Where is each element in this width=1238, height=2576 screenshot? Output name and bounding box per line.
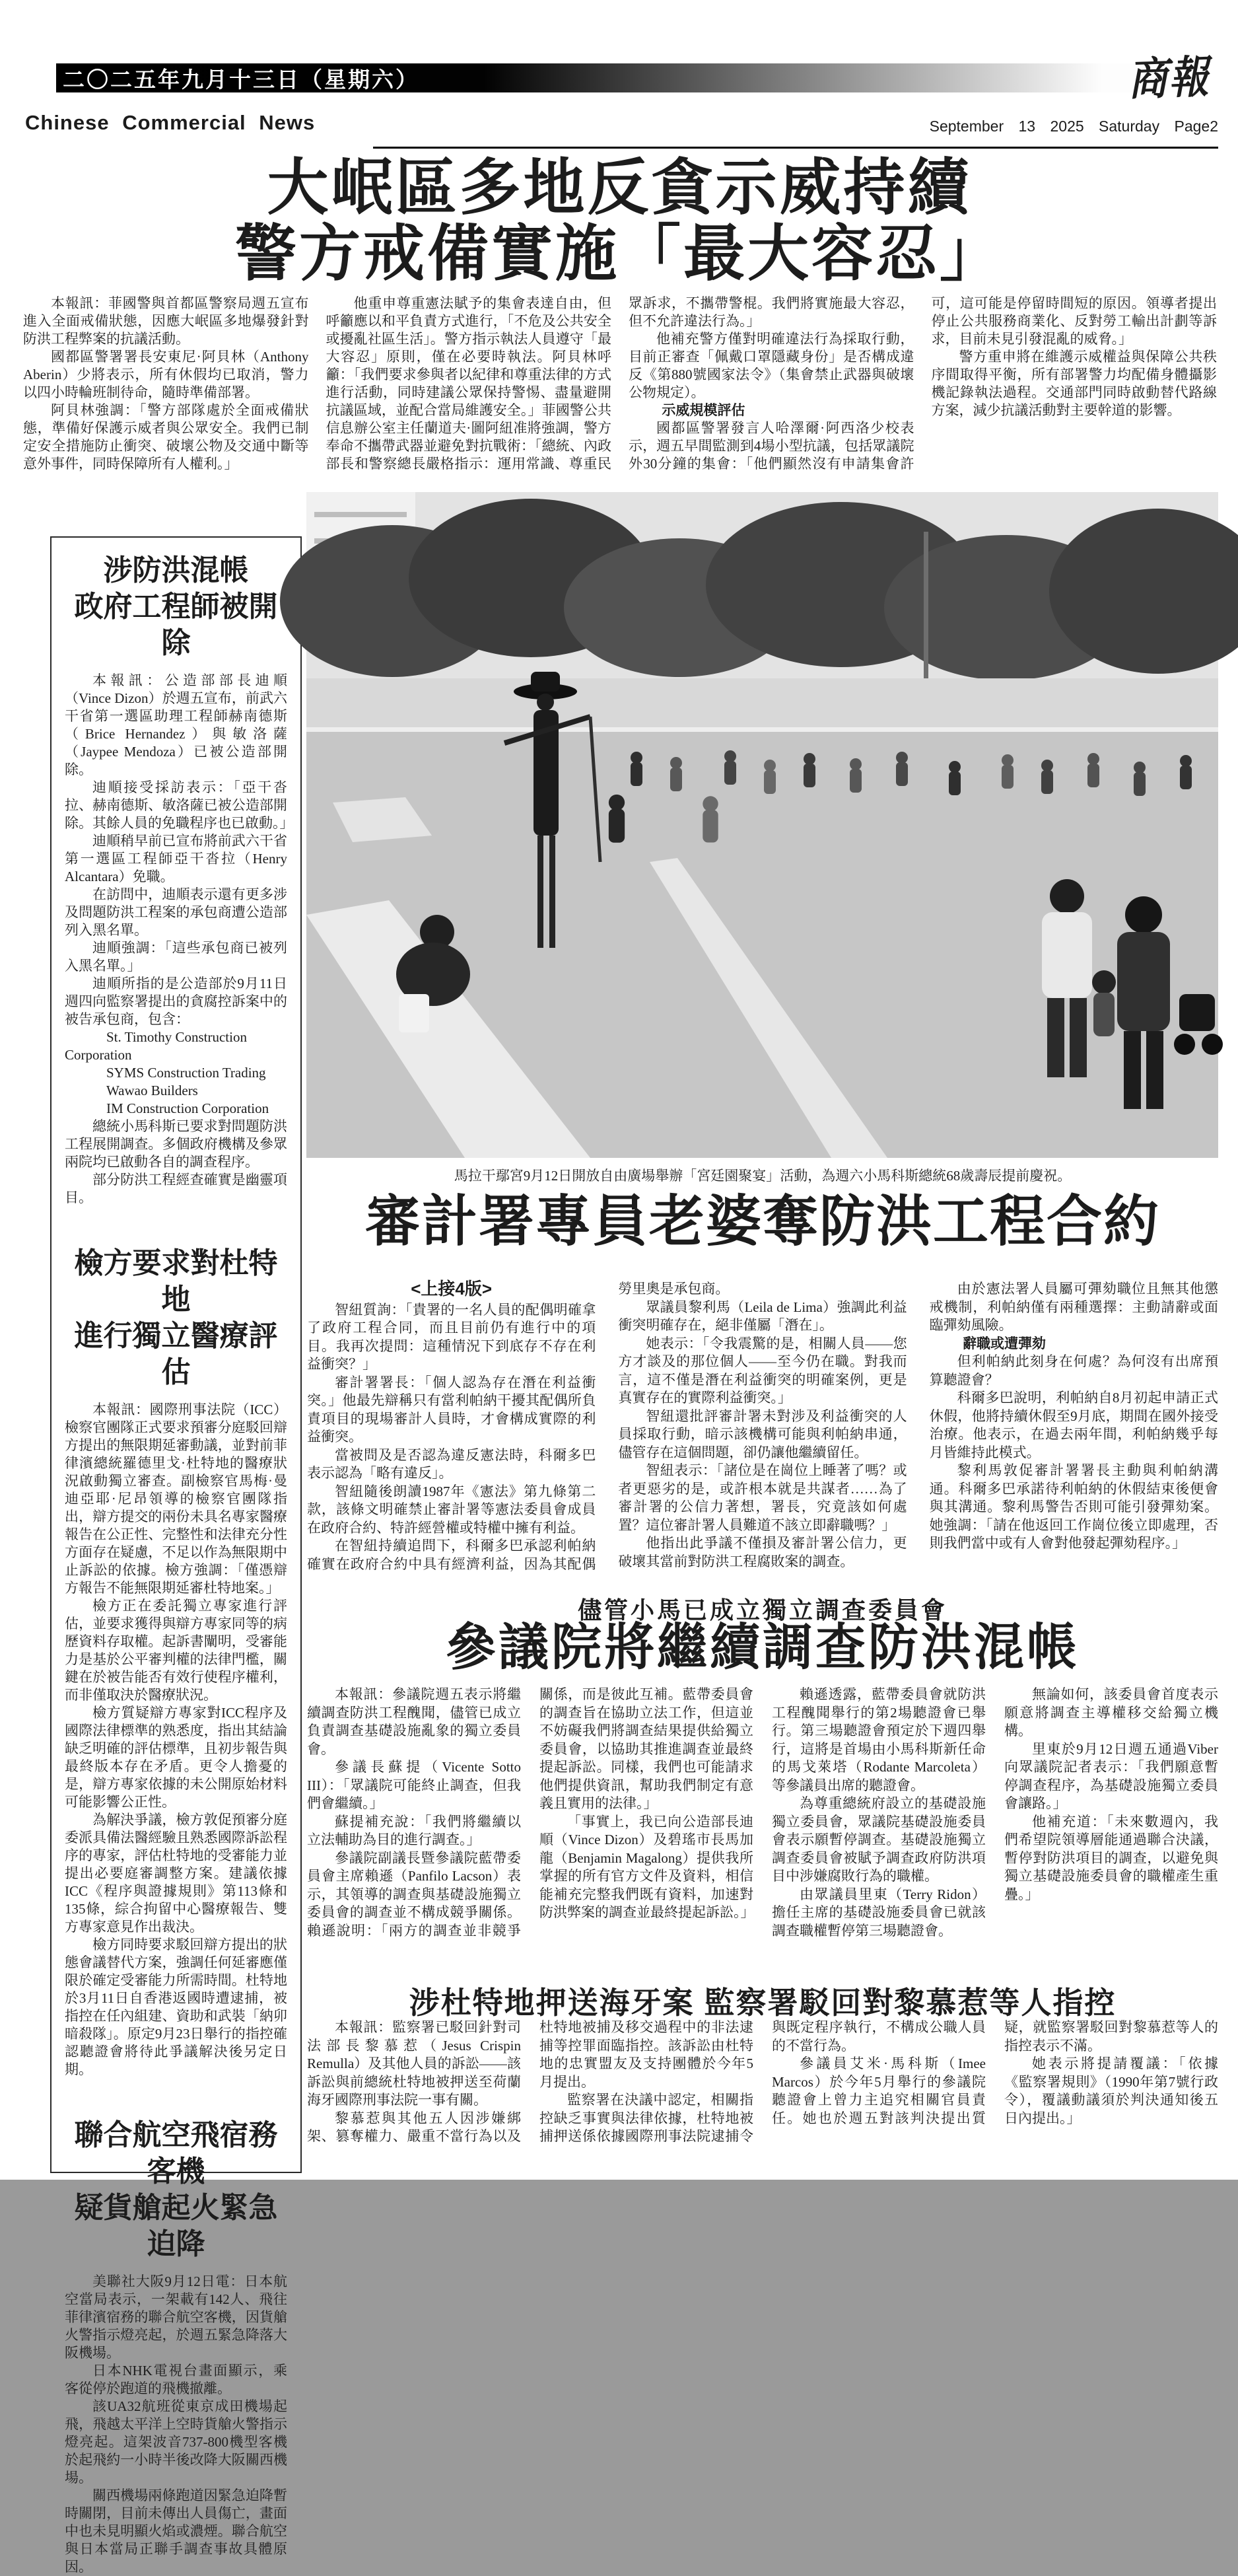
- sidebar-box: [50, 536, 302, 2575]
- paper-name-en: Chinese Commercial News: [25, 111, 316, 134]
- paragraph: 賴遜透露，藍帶委員會就防洪工程醜聞舉行的第2場聽證會已舉行。第三場聽證會預定於下週四舉行，這將是首場由小馬科斯新任命的馬戈萊塔（Rodante Marcoleta）等參議員出席的聽證會。: [772, 1686, 986, 1793]
- paragraph: 智紐隨後朗讀1987年《憲法》第九條第二款，該條文明確禁止審計署等憲法委員會成員在政府合約、特許經營權或特權中擁有利益。: [307, 1483, 596, 1536]
- paragraph: 本報訊：監察署已駁回針對司法部長黎慕惹（Jesus Crispin Remulla）及其他人員的訴訟——該訴訟與前總統杜特地被押送至荷蘭海牙國際刑事法院一事有關。: [307, 2019, 521, 2108]
- paragraph: IM Construction Corporation: [106, 1100, 269, 1116]
- paragraph: 科爾多巴說明，利帕納自8月初起申請正式休假，他將持續休假至9月底，期間在國外接受治療。他表示，在過去兩年間，利帕納幾乎每月皆維持此模式。: [929, 1390, 1218, 1460]
- paragraph: 里東於9月12日週五通過Viber向眾議院記者表示：「我們願意暫停調查程序，為基礎設施獨立委員會讓路。」: [1004, 1740, 1218, 1811]
- paragraph: 她表示將提請覆議：「依據《監察署規則》（1990年第7號行政令），覆議動議須於判決通知後五日內提出。」: [1004, 2056, 1218, 2126]
- paragraph: St. Timothy Construction Corporation: [65, 1029, 247, 1063]
- header-rule: [373, 147, 1218, 149]
- paragraph: 由眾議員里東（Terry Ridon）擔任主席的基礎設施委員會已就該調查職權暫停第三場聽證會。: [772, 1886, 986, 1939]
- paragraph: 他重申尊重憲法賦予的集會表達自由，但呼籲應以和平負責方式進行，「不危及公共安全或擾亂社區生活」。警方指示執法人員遵守「最大容忍」原則，僅在必要時執法。阿貝林呼籲：「我們要求參與者以紀律和尊重法律的方式進行活動，同時建議公眾保持警惕、盡量避開抗議區域，並配合當局維護安全。」菲國警公共信息辦公室主任蘭道夫·圖阿紐准將強調，警方奉命不攜帶武器並避免對抗戰術：「總統、內政部長和警察總長嚴格指示：運用常識、尊重民眾訴求，不攜帶警棍。我們將實施最大容忍，但不允許違法行為。」: [326, 295, 914, 472]
- paragraph: 他補充道：「未來數週內，我們希望院領導層能通過聯合決議，暫停對防洪項目的調查，以避免與獨立基礎設施委員會的職權產生重疊。」: [1004, 1813, 1218, 1902]
- paragraph: 黎慕惹與其他五人因涉嫌綁架、篡奪權力、嚴重不當行為以及杜特地被捕及移交過程中的非法逮捕等控罪面臨指控。該訴訟由杜特地的忠實盟友及支持團體於今年5月提出。: [307, 2019, 753, 2144]
- paragraph: 他指出此爭議不僅損及審計署公信力，更破壞其當前對防洪工程腐敗案的調查。: [618, 1535, 907, 1569]
- senate-kicker: 儘管小馬已成立獨立調查委員會: [577, 1596, 947, 1624]
- paragraph: 檢方同時要求駁回辯方提出的狀態會議替代方案，強調任何延審應僅限於確定受審能力所需時間。杜特地於3月11日自香港返國時遭逮捕，被指控在任內組建、資助和武裝「納卯暗殺隊」。原定9月23日舉行的指控確認聽證會將待此爭議解決後另定日期。: [65, 1937, 287, 2077]
- paragraph: 美聯社大阪9月12日電：日本航空當局表示，一架載有142人、飛往菲律濱宿務的聯合航空客機，因貨艙火警指示燈亮起，於週五緊急降落大阪機場。: [65, 2273, 287, 2361]
- paragraph: 黎利馬敦促審計署署長主動與利帕納溝通。科爾多巴承諾待利帕納的休假結束後便會與其溝通。黎利馬警告否則可能引發彈劾案。她強調：「請在他返回工作崗位後立即處理，否則我們當中或有人會對他發起彈劾程序。」: [929, 1462, 1218, 1551]
- paragraph: 參議長蘇提（Vicente Sotto III）：「眾議院可能終止調查，但我們會繼續。」: [307, 1759, 521, 1811]
- paragraph: 參議員艾米·馬科斯（Imee Marcos）於今年5月舉行的參議院聽證會上曾力主追究相關官員責任。她也於週五對該判決提出質疑，就監察署駁回對黎慕惹等人的指控表示不滿。: [772, 2019, 1218, 2126]
- paragraph: 關西機場兩條跑道因緊急迫降暫時關閉，目前未傳出人員傷亡，畫面中也未見明顯火焰或濃煙。聯合航空與日本當局正聯手調查事故具體原因。: [65, 2487, 287, 2575]
- paragraph: 眾議員黎利馬（Leila de Lima）強調此利益衝突明確存在，絕非僅屬「潛在」。: [618, 1299, 907, 1333]
- paragraph: 在智紐持續追問下，科爾多巴承認利帕納確實在政府合約中具有經濟利益，因為其配偶勞里奧是承包商。: [307, 1281, 730, 1572]
- photo-caption: 馬拉干鄢宮9月12日開放自由廣場舉辦「宮廷園聚宴」活動，為週六小馬科斯總統68歲壽辰提前慶祝。: [454, 1168, 1072, 1184]
- paragraph: 參議院副議長暨參議院藍帶委員會主席賴遜（Panfilo Lacson）表示，其領導的調查與基礎設施獨立委員會的調查並不構成競爭關係。賴遜說明：「兩方的調查並非競爭關係，而是彼此互補。藍帶委員會的調查旨在協助立法工作，但這並不妨礙我們將調查結果提供給獨立委員會，以協助其推進調查並最終提起訴訟。同樣，我們也可能請求他們提供資訊，幫助我們制定有意義且實用的法律。」: [307, 1686, 753, 1939]
- sidebar-headline-line1: 聯合航空飛宿務客機: [74, 2119, 278, 2188]
- paragraph: 智紐表示：「諸位是在崗位上睡著了嗎？或者更惡劣的是，或許根本就是共謀者……為了審計署的公信力著想，署長，究竟該如何處置？這位審計署人員難道不該立即辭職嗎？」: [618, 1462, 907, 1533]
- sidebar-headline-line2: 政府工程師被開除: [74, 590, 278, 659]
- sidebar-article-body: [65, 2273, 287, 2576]
- paragraph: 本報訊：公造部部長迪順（Vince Dizon）於週五宣布，前武六干省第一選區助理工程師赫南德斯（Brice Hernandez）與敏洛薩（Jaypee Mendoza）已被公造部開除。: [65, 672, 287, 777]
- paragraph: 迪順強調：「這些承包商已被列入黑名單。」: [65, 940, 287, 974]
- audit-headline: 審計署專員老婆奪防洪工程合約: [364, 1190, 1160, 1252]
- paragraph: 在訪問中，迪順表示還有更多涉及問題防洪工程案的承包商遭公造部列入黑名單。: [65, 886, 287, 938]
- paragraph: 智紐還批評審計署未對涉及利益衝突的人員採取行動，暗示該機構可能與利帕納串通，儘管存在這個問題，卻仍讓他繼續留任。: [618, 1408, 907, 1460]
- paragraph: 蘇提補充說：「我們將繼續以立法輔助為目的進行調查。」: [307, 1813, 521, 1847]
- paragraph: 檢方質疑辯方專家對ICC程序及國際法律標準的熟悉度，指出其結論缺乏明確的評估標準，且初步報告與最終版本存在矛盾。更令人擔憂的是，辯方專家依據的未公開原始材料可能影響公正性。: [65, 1705, 287, 1810]
- paragraph: Wawao Builders: [106, 1083, 198, 1098]
- paragraph: 他補充警方僅對明確違法行為採取行動，目前正審查「佩戴口罩隱藏身份」是否構成違反《第880號國家法令》（集會禁止武器與破壞公物規定）。: [629, 331, 914, 400]
- sidebar-article-body: [65, 672, 294, 1207]
- audit-article-body: [307, 1280, 1218, 1585]
- news-photo: [306, 492, 1218, 1158]
- photo-illustration: [306, 492, 1218, 1158]
- paragraph: <上接4版>: [411, 1279, 493, 1299]
- banner-date-text: 二〇二五年九月十三日（星期六）: [63, 67, 419, 92]
- page-date-en: September 13 2025 Saturday Page2: [929, 118, 1218, 135]
- sidebar-headline-line1: 涉防洪混帳: [103, 554, 249, 587]
- lead-article-body: [23, 295, 1217, 490]
- paragraph: 檢方正在委託獨立專家進行評估，並要求獲得與辯方專家同等的病歷資料存取權。起訴書闡明，受審能力是基於公平審判權的法律門檻，關鍵在於被告能否有效行使程序權利，而非僅取決於醫療狀況。: [65, 1598, 287, 1703]
- sidebar-article-united-airlines: [65, 2117, 287, 2576]
- sidebar-headline: [65, 2117, 287, 2262]
- paragraph: 無論如何，該委員會首度表示願意將調查主導權移交給獨立機構。: [1004, 1686, 1218, 1738]
- senate-article-body: [307, 1686, 1218, 1974]
- paragraph: 迪順所指的是公造部於9月11日週四向監察署提出的貪腐控訴案中的被告承包商，包含：: [65, 976, 287, 1027]
- paragraph: 示威規模評估: [662, 403, 745, 418]
- paragraph: 辭職或遭彈劾: [963, 1336, 1047, 1351]
- paragraph: 迪順稍早前已宣布將前武六干省第一選區工程師亞干沓拉（Henry Alcantara）免職。: [65, 833, 287, 884]
- sidebar-article-engineers-fired: [65, 552, 294, 1207]
- paragraph: 警方重申將在維護示威權益與保障公共秩序間取得平衡，所有部署警力均配備身體攝影機記錄執法過程。交通部門同時啟動替代路線方案，減少抗議活動對主要幹道的影響。: [931, 349, 1217, 418]
- paragraph: 監察署在決議中認定，相關指控缺乏事實與法律依據，杜特地被捕押送係依據國際刑事法院逮捕令與既定程序執行，不構成公職人員的不當行為。: [539, 2019, 986, 2144]
- paragraph: 日本NHK電視台畫面顯示，乘客從停於跑道的飛機撤離。: [65, 2363, 287, 2396]
- paragraph: 智紐質詢：「貴署的一名人員的配偶明確拿了政府工程合同，而且目前仍有進行中的項目。我再次提問：這種情況下到底存不存在利益衝突？」: [307, 1301, 596, 1372]
- paragraph: 本報訊：菲國警與首都區警察局週五宣布進入全面戒備狀態，因應大岷區多地爆發針對防洪工程弊案的抗議活動。: [23, 295, 309, 347]
- bottom-article-body: [307, 2019, 1218, 2174]
- date-banner: [56, 63, 1181, 92]
- sidebar-headline-line2: 進行獨立醫療評估: [74, 1320, 278, 1388]
- lead-headline-line1: 大岷區多地反貪示威持續: [267, 153, 972, 222]
- sidebar-headline: [65, 1245, 287, 1390]
- senate-headline: 參議院將繼續調查防洪混帳: [446, 1620, 1080, 1676]
- paragraph: 該UA32航班從東京成田機場起飛，飛越太平洋上空時貨艙火警指示燈亮起。這架波音737-800機型客機於起飛約一小時半後改降大阪關西機場。: [65, 2398, 287, 2486]
- sidebar-headline-line1: 檢方要求對杜特地: [74, 1247, 278, 1316]
- paragraph: 本報訊：參議院週五表示將繼續調查防洪工程醜聞，儘管已成立負責調查基礎設施亂象的獨立委員會。: [307, 1686, 521, 1757]
- sidebar-article-body: [65, 1401, 287, 2079]
- paragraph: 總統小馬科斯已要求對問題防洪工程展開調查。多個政府機構及參眾兩院均已啟動各自的調查程序。: [65, 1118, 287, 1170]
- paragraph: 國都區警署署長安東尼·阿貝林（Anthony Aberin）少將表示，所有休假均已取消，警力以四小時輪班制待命，隨時準備部署。: [23, 349, 309, 400]
- bottom-headline: 涉杜特地押送海牙案 監察署駁回對黎慕惹等人指控: [409, 1986, 1117, 2020]
- paragraph: SYMS Construction Trading: [106, 1065, 266, 1081]
- sidebar-headline: [65, 552, 287, 661]
- lead-headline-line2: 警方戒備實施「最大容忍」: [235, 219, 1004, 288]
- paragraph: 國都區警署發言人哈澤爾·阿西洛少校表示，週五早間監測到4場小型抗議，包括眾議院外30分鐘的集會：「他們顯然沒有申請集會許可，這可能是停留時間短的原因。領導者提出停止公共服務商業化、反對勞工輸出計劃等訴求，目前未見引發混亂的威脅。」: [629, 295, 1217, 472]
- paragraph: 當被問及是否認為違反憲法時，科爾多巴表示認為「略有違反」。: [307, 1447, 596, 1481]
- paragraph: 她表示：「令我震驚的是，相關人員——您方才談及的那位個人——至今仍在職。對我而言，這不僅是潛在利益衝突的明確案例，更是真實存在的實際利益衝突。」: [618, 1335, 907, 1406]
- sidebar-headline-line2: 疑貨艙起火緊急迫降: [74, 2192, 278, 2260]
- paragraph: 由於憲法署人員屬可彈劾職位且無其他懲戒機制，利帕納僅有兩種選擇：主動請辭或面臨彈劾風險。: [929, 1281, 1218, 1333]
- masthead-logo: 商報: [1126, 51, 1211, 106]
- paragraph: 但利帕納此刻身在何處？為何沒有出席預算聽證會？: [929, 1353, 1218, 1388]
- paragraph: 「事實上，我已向公造部長迪順（Vince Dizon）及碧瑤市長馬加龍（Benjamin Magalong）提供我所掌握的所有官方文件及資料，相信能補充完整我們既有資料，加速對防洪弊案的調查並最終提起訴訟。」: [539, 1813, 755, 1920]
- paragraph: 部分防洪工程經查確實是幽靈項目。: [65, 1172, 287, 1205]
- sidebar-article-duterte-medical: [65, 1245, 287, 2079]
- paragraph: 審計署署長：「個人認為存在潛在利益衝突。」他最先辯稱只有當利帕納干擾其配偶所負責項目的現場審計人員時，才會構成實際的利益衝突。: [307, 1374, 596, 1445]
- paragraph: 為解決爭議，檢方敦促預審分庭委派具備法醫經驗且熟悉國際訴訟程序的專家，評估杜特地的受審能力並提出必要庭審調整方案。建議依據ICC《程序與證據規則》第113條和135條，綜合拘留中心醫療報告、雙方專家意見作出裁決。: [65, 1812, 287, 1935]
- paragraph: 阿貝林強調：「警方部隊處於全面戒備狀態，準備好保護示威者與公眾安全。我們已制定安全措施防止衝突、破壞公物及交通中斷等意外事件，同時保障所有人權利。」: [23, 402, 309, 472]
- paragraph: 迪順接受採訪表示：「亞干沓拉、赫南德斯、敏洛薩已被公造部開除。其餘人員的免職程序也已啟動。」: [65, 779, 294, 831]
- paragraph: 本報訊：國際刑事法院（ICC）檢察官團隊正式要求預審分庭駁回辯方提出的無限期延審動議，並對前菲律濱總統羅德里戈·杜特地的醫療狀況啟動獨立審查。副檢察官馬梅·曼迪亞耶·尼昂領導的檢察官團隊指出，辯方提交的兩份未具名專家醫療報告在公正性、完整性和法律充分性方面存在疑慮，不足以作為無限期中止訴訟的依據。檢方強調：「僅憑辯方報告不能無限期延審杜特地案。」: [65, 1402, 287, 1596]
- paragraph: 為尊重總統府設立的基礎設施獨立委員會，眾議院基礎設施委員會表示願暫停調查。基礎設施獨立調查委員會被賦予調查政府防洪項目中涉嫌腐敗行為的職權。: [772, 1795, 986, 1884]
